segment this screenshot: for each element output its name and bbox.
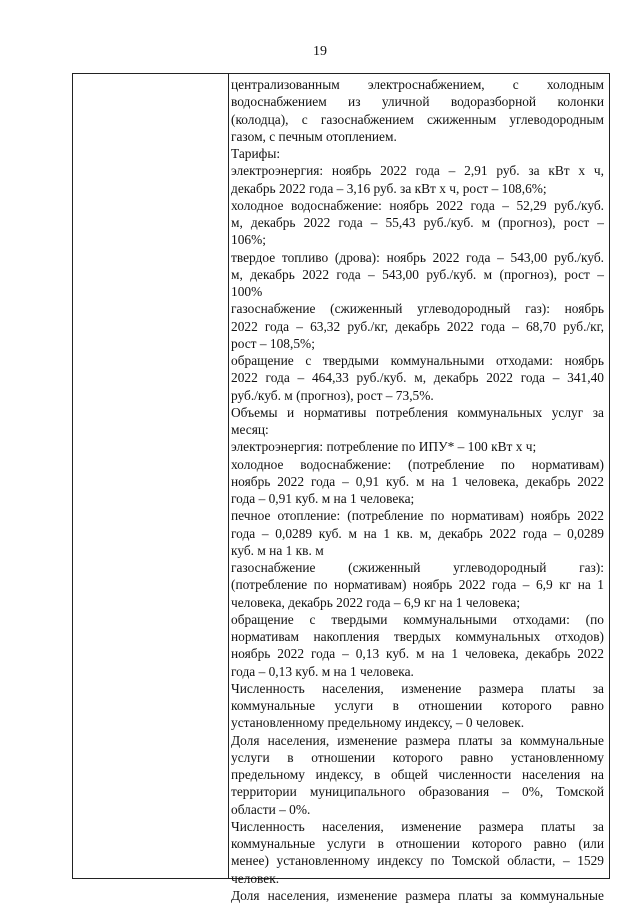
text-line: коммунальные услуги в отношении которого равно [231,698,604,713]
text-line: нормативам накопления твердых коммунальных отходов) [231,629,604,644]
text-line: твердое топливо (дрова): ноябрь 2022 года – 543,00 руб./куб. [231,249,604,265]
text-line: электроэнергия: ноябрь 2022 года – 2,91 руб. за кВт х ч, [231,163,604,179]
document-table [72,73,610,903]
text-line: 100% [231,284,263,299]
text-line: 2022 года – 63,32 руб./кг, декабрь 2022 года – 68,70 руб./кг, [231,318,604,334]
text-line: обращение с твердыми коммунальными отходами: ноябрь [231,353,604,368]
text-line: м, декабрь 2022 года – 55,43 руб./куб. м (прогноз), рост – [231,215,604,230]
text-line: руб./куб. м (прогноз), рост – 73,5%. [231,387,434,403]
text-line: коммунальные услуги в отношении которого равно (или [231,836,604,851]
text-line: установленному предельному индексу, – 0 человек. [231,715,525,731]
text-line: Объемы и нормативы потребления коммунальных услуг за [231,404,604,420]
text-line: м, декабрь 2022 года – 543,00 руб./куб. м (прогноз), рост – [231,266,604,282]
page-number: 19 [313,44,327,59]
text-line: Доля населения, изменение размера платы за коммунальные [231,887,604,903]
text-line: области – 0%. [231,801,311,817]
text-line: ноябрь 2022 года – 0,13 куб. м на 1 человека, декабрь 2022 [231,646,604,662]
text-line: года – 0,13 куб. м на 1 человека. [231,663,414,679]
text-line: декабрь 2022 года – 3,16 руб. за кВт х ч, рост – 108,6%; [231,180,547,196]
column-divider [228,74,229,878]
text-line: Доля населения, изменение размера платы за коммунальные [231,732,604,748]
text-line: (колодца), с газоснабжением сжиженным углеводородным [231,111,604,127]
text-line: холодное водоснабжение: ноябрь 2022 года – 52,29 руб./куб. [231,197,604,213]
text-line: газом, с печным отоплением. [231,128,397,144]
text-line: печное отопление: (потребление по нормативам) ноябрь 2022 [231,508,604,524]
text-line: менее) установленному индексу по Томской области, – 1529 [231,853,604,869]
text-line: года – 0,91 куб. м на 1 человека; [231,491,415,506]
text-line: газоснабжение (сжиженный углеводородный газ): ноябрь [231,301,604,317]
table-left-cell [73,74,228,878]
text-line: рост – 108,5%; [231,335,315,351]
text-line: человека, декабрь 2022 года – 6,9 кг на 1 человека; [231,594,521,610]
text-line: централизованным электроснабжением, с холодным [231,77,604,92]
text-line: услуги в отношении которого равно установленному [231,749,604,765]
text-line: электроэнергия: потребление по ИПУ* – 100 кВт х ч; [231,439,537,455]
text-line: водоснабжением из уличной водоразборной колонки [231,94,604,110]
text-line: Численность населения, изменение размера платы за [231,680,604,696]
text-line: месяц: [231,422,269,437]
text-line: куб. м на 1 кв. м [231,542,324,558]
text-line: холодное водоснабжение: (потребление по нормативам) [231,456,604,472]
text-line: года – 0,0289 куб. м на 1 кв. м, декабрь 2022 года – 0,0289 [231,525,604,541]
text-line: ноябрь 2022 года – 0,91 куб. м на 1 человека, декабрь 2022 [231,473,604,489]
text-line: Численность населения, изменение размера платы за [231,818,604,834]
table-right-cell [231,76,604,904]
text-line: человек. [231,870,280,886]
text-line: (потребление по нормативам) ноябрь 2022 года – 6,9 кг на 1 [231,577,604,593]
text-line: газоснабжение (сжиженный углеводородный газ): [231,560,604,575]
text-line: территории муниципального образования – 0%, Томской [231,784,604,800]
text-line: предельному индексу, в общей численности населения на [231,767,604,782]
text-line: 2022 года – 464,33 руб./куб. м, декабрь 2022 года – 341,40 [231,370,604,386]
text-line: 106%; [231,232,266,248]
text-line: обращение с твердыми коммунальными отходами: (по [231,611,604,627]
text-line: Тарифы: [231,146,281,161]
